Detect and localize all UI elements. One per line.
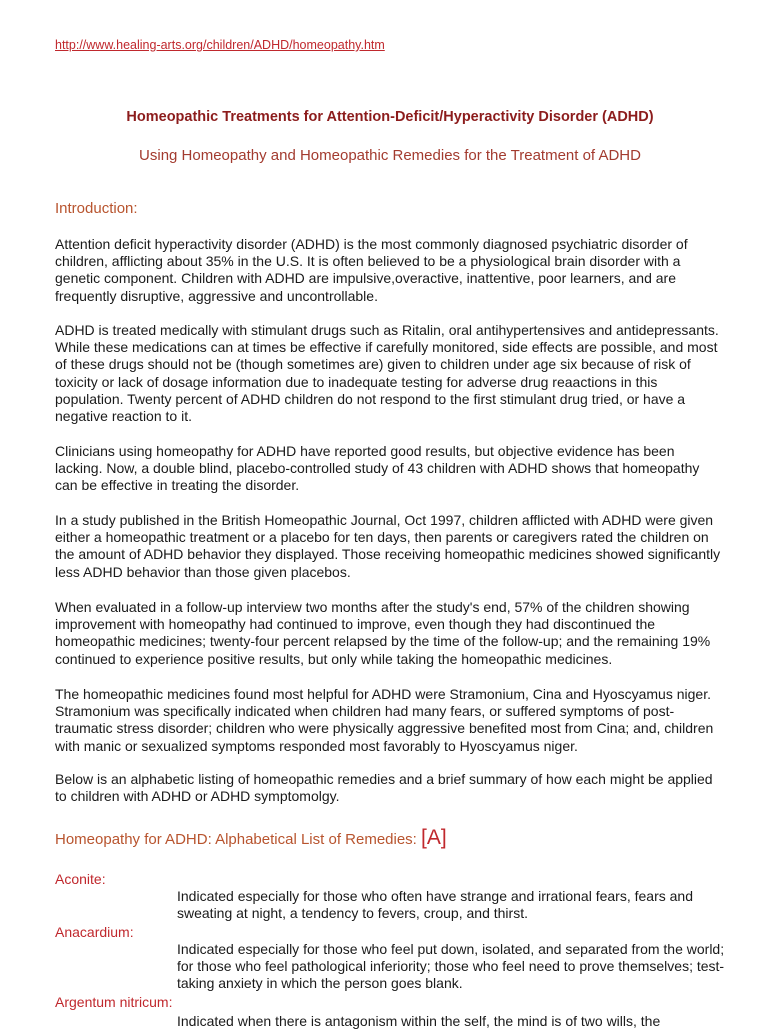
source-url-link[interactable]: http://www.healing-arts.org/children/ADHD/homeopathy.htm	[55, 38, 385, 52]
remedy-description: Indicated especially for those who feel put down, isolated, and separated from the world; for those who feel pathological inferiority; those who feel need to prove themselves; test-taking anxiety in which the person goes blank.	[177, 941, 725, 992]
paragraph-1: Attention deficit hyperactivity disorder (ADHD) is the most commonly diagnosed psychiatric disorder of children, afflicting about 35% in the U.S. It is often believed to be a physiological brain disorder with a genetic component. Children with ADHD are impulsive,overactive, inattentive, poor learners, and are frequently disruptive, aggressive and uncontrollable.	[55, 236, 688, 304]
paragraph-7: Below is an alphabetic listing of homeopathic remedies and a brief summary of how each might be applied to children with ADHD or ADHD symptomolgy.	[55, 771, 713, 805]
paragraph-5: When evaluated in a follow-up interview two months after the study's end, 57% of the children showing improvement with homeopathy had continued to improve, even though they had discontinued the homeopathic medicines; twenty-four percent relapsed by the time of the follow-up; and the remaining 19% continued to experience positive results, but only while taking the homeopathic medicines.	[55, 599, 711, 667]
remedies-heading-text: Homeopathy for ADHD: Alphabetical List of Remedies:	[55, 831, 417, 848]
paragraph-6: The homeopathic medicines found most helpful for ADHD were Stramonium, Cina and Hyoscyamus niger. Stramonium was specifically indicated when children had many fears, or suffered symptoms of post-traumatic stress disorder; children who were physically aggressive benefited most from Cina; and, children with manic or sexualized symptoms responded most favorably to Hyoscyamus niger.	[55, 686, 714, 754]
paragraph-3: Clinicians using homeopathy for ADHD have reported good results, but objective evidence has been lacking. Now, a double blind, placebo-controlled study of 43 children with ADHD shows that homeopathy can be effective in treating the disorder.	[55, 443, 700, 494]
remedy-description: Indicated when there is antagonism within the self, the mind is of two wills, the	[177, 1013, 661, 1029]
paragraph-2: ADHD is treated medically with stimulant drugs such as Ritalin, oral antihypertensives and antidepressants. While these medications can at times be effective if carefully monitored, side effects are possible, and most of these drugs should not be (though sometimes are) given to children under age six because of risk of toxicity or lack of dosage information due to inadequate testing for adverse drug reaactions in this population. Twenty percent of ADHD children do not respond to the first stimulant drug tried, or have a negative reaction to it.	[55, 322, 719, 425]
remedies-letter: [A]	[421, 826, 447, 849]
remedy-name: Anacardium:	[55, 924, 134, 940]
remedies-heading	[55, 826, 447, 850]
page-subtitle: Using Homeopathy and Homeopathic Remedies for the Treatment of ADHD	[139, 147, 641, 164]
page-title: Homeopathic Treatments for Attention-Deficit/Hyperactivity Disorder (ADHD)	[126, 109, 654, 125]
intro-heading: Introduction:	[55, 200, 138, 217]
remedy-description: Indicated especially for those who often have strange and irrational fears, fears and sweating at night, a tendency to fevers, croup, and thirst.	[177, 888, 693, 922]
paragraph-4: In a study published in the British Homeopathic Journal, Oct 1997, children afflicted with ADHD were given either a homeopathic treatment or a placebo for ten days, then parents or caregivers rated the children on the amount of ADHD behavior they displayed. Those receiving homeopathic medicines showed significantly less ADHD behavior than those given placebos.	[55, 512, 721, 580]
remedy-name: Aconite:	[55, 871, 106, 887]
remedy-name: Argentum nitricum:	[55, 994, 173, 1010]
